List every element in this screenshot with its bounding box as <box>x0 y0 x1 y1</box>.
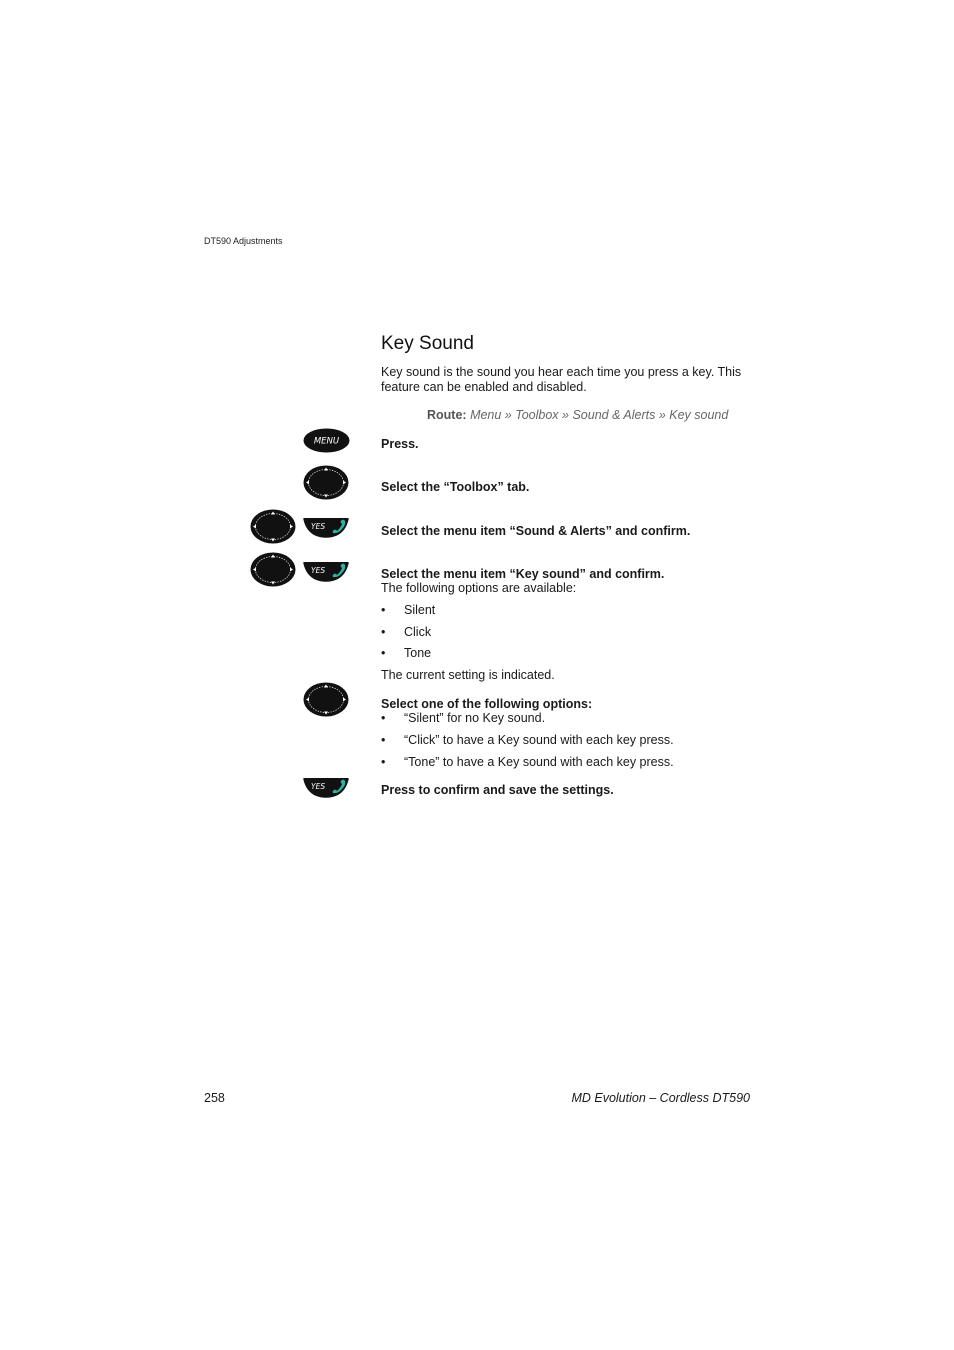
navigation-key-icon <box>250 552 296 587</box>
list-item <box>381 711 545 725</box>
menu-route <box>427 408 728 422</box>
step-select-option: Select one of the following options: <box>381 697 593 711</box>
list-item <box>381 733 674 747</box>
page-number: 258 <box>204 1091 225 1105</box>
option-click: Click <box>404 625 432 639</box>
yes-call-key-icon <box>303 562 349 583</box>
bullet: • <box>381 625 386 639</box>
navigation-key-icon <box>303 682 349 717</box>
bullet: • <box>381 711 386 725</box>
list-item <box>381 603 435 617</box>
navigation-key-icon <box>250 509 296 544</box>
option-description-tone: “Tone” to have a Key sound with each key press. <box>404 755 674 769</box>
bullet: • <box>381 646 386 660</box>
yes-call-key-icon <box>303 518 349 539</box>
list-item <box>381 755 674 769</box>
route-label: Route: <box>427 408 467 422</box>
options-available-text: The following options are available: <box>381 581 577 595</box>
bullet: • <box>381 603 386 617</box>
step-press: Press. <box>381 437 419 451</box>
option-description-silent: “Silent” for no Key sound. <box>404 711 546 725</box>
yes-call-key-icon <box>303 778 349 799</box>
intro-paragraph: Key sound is the sound you hear each time you press a key. This feature can be enabled and disabled. <box>381 365 742 394</box>
option-silent: Silent <box>404 603 436 617</box>
step-select-toolbox: Select the “Toolbox” tab. <box>381 480 530 494</box>
page-title: Key Sound <box>381 333 474 354</box>
list-item <box>381 625 431 639</box>
step-select-sound-alerts: Select the menu item “Sound & Alerts” and confirm. <box>381 524 691 538</box>
menu-key-icon <box>303 428 350 453</box>
route-path: Menu » Toolbox » Sound & Alerts » Key sound <box>470 408 729 422</box>
option-tone: Tone <box>404 646 432 660</box>
bullet: • <box>381 755 386 769</box>
navigation-key-icon <box>303 465 349 500</box>
running-header: DT590 Adjustments <box>204 236 283 246</box>
list-item <box>381 646 431 660</box>
option-description-click: “Click” to have a Key sound with each key press. <box>404 733 674 747</box>
current-setting-text: The current setting is indicated. <box>381 668 555 682</box>
product-name: MD Evolution – Cordless DT590 <box>571 1091 750 1105</box>
bullet: • <box>381 733 386 747</box>
menu-key-label: MENU <box>313 436 340 447</box>
step-select-key-sound: Select the menu item “Key sound” and confirm. <box>381 567 665 581</box>
step-confirm-save: Press to confirm and save the settings. <box>381 783 614 797</box>
